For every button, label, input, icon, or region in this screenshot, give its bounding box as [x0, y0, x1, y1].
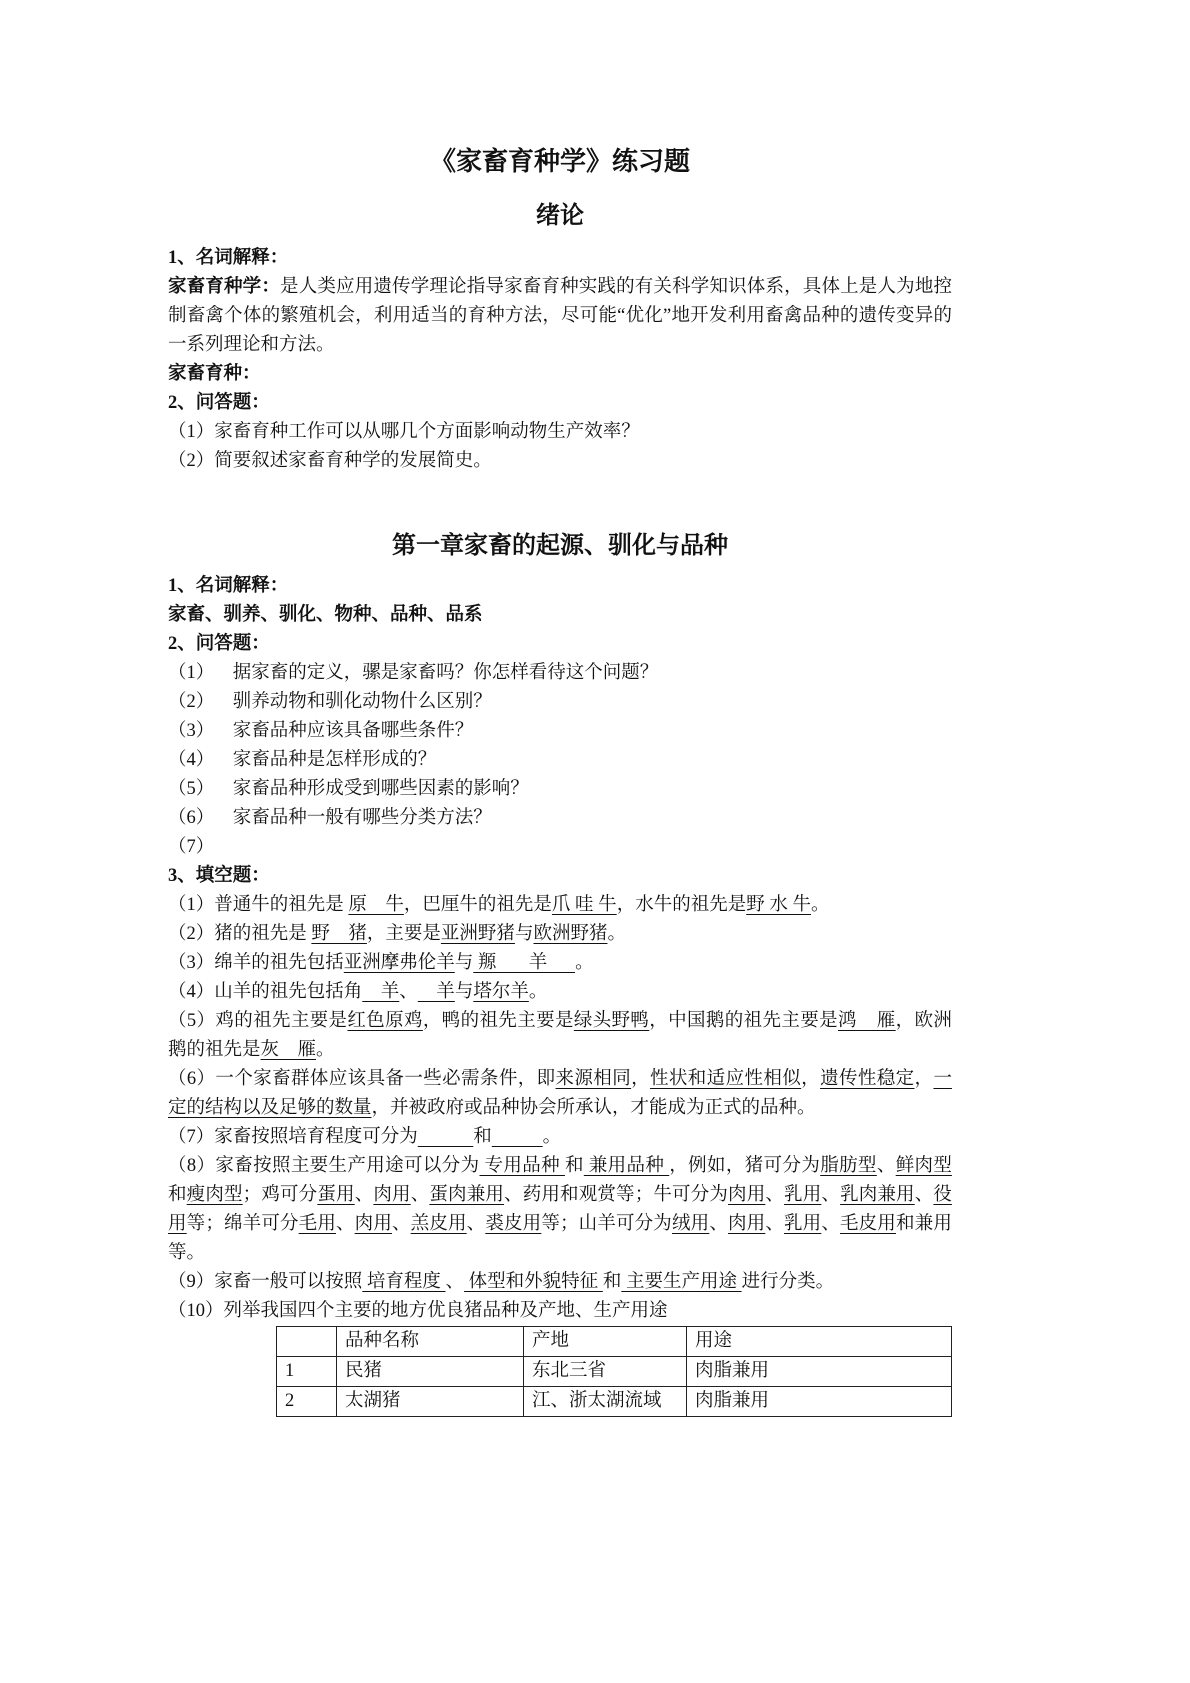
answer-blank: 蛋肉兼用 — [429, 1185, 505, 1205]
answer-blank: 主要生产用途 — [621, 1272, 742, 1292]
answer-blank: 羱 羊 — [473, 953, 576, 973]
answer-blank: 绿头野鸭 — [573, 1011, 650, 1031]
paragraph — [168, 273, 952, 360]
table-cell: 品种名称 — [337, 1327, 524, 1357]
answer-blank: 欧洲野猪 — [533, 924, 608, 944]
answer-blank: 红色原鸡 — [347, 1011, 423, 1031]
text-segment: 是人类应用遗传学理论指导家畜育种实践的有关科学知识体系，具体上是人为地控制畜禽个体的繁殖机会，利用适当的育种方法，尽可能“优化”地开发利用畜禽品种的遗传变异的一系列理论和方法。 — [168, 277, 952, 355]
paragraph — [168, 1152, 952, 1268]
answer-blank: 塔尔羊 — [473, 982, 529, 1002]
text-segment: （6） 家畜品种一般有哪些分类方法？ — [168, 808, 492, 828]
table-cell: 2 — [277, 1387, 337, 1417]
answer-blank: 肉用 — [727, 1214, 766, 1234]
paragraph — [168, 389, 952, 418]
text-segment: （4）山羊的祖先包括角 — [168, 982, 363, 1002]
document-title: 《家畜育种学》练习题 — [429, 147, 690, 176]
paragraph — [168, 746, 952, 775]
answer-blank: 肉用 — [728, 1185, 766, 1205]
text-segment: 与 — [454, 982, 474, 1002]
answer-blank: 鸿 雁 — [837, 1011, 896, 1031]
text-segment: 、药用和观赏等；牛可分为 — [504, 1185, 729, 1205]
text-segment: （7） — [168, 837, 215, 857]
text-segment: ，主要是 — [366, 924, 441, 944]
answer-blank: 来源相同 — [555, 1069, 632, 1089]
paragraph — [168, 572, 952, 601]
text-segment: 与 — [514, 924, 534, 944]
text-segment: （1）家畜育种工作可以从哪几个方面影响动物生产效率？ — [168, 422, 640, 442]
table-cell: 民猪 — [337, 1357, 524, 1387]
paragraph — [168, 717, 952, 746]
text-segment: 、 — [399, 982, 418, 1002]
table-cell: 肉脂兼用 — [687, 1387, 952, 1417]
answer-blank: 野 猪 — [311, 924, 367, 944]
answer-blank: 蛋用 — [317, 1185, 355, 1205]
text-segment: （5）鸡的祖先主要是 — [168, 1011, 348, 1031]
text-segment: 1、名词解释： — [168, 248, 289, 268]
text-segment: 、 — [765, 1214, 784, 1234]
answer-blank: 羊 — [362, 982, 400, 1002]
text-segment: ；鸡可分 — [242, 1185, 318, 1205]
answer-blank: 羊 — [417, 982, 455, 1002]
paragraph — [168, 688, 952, 717]
text-segment: 与 — [454, 953, 474, 973]
text-segment: 、 — [821, 1214, 840, 1234]
table-cell: 肉脂兼用 — [687, 1357, 952, 1387]
answer-blank: 乳肉兼用 — [840, 1185, 915, 1205]
text-segment: （10）列举我国四个主要的地方优良猪品种及产地、生产用途 — [168, 1301, 668, 1321]
text-segment: 和 — [602, 1272, 622, 1292]
text-segment: ， — [801, 1069, 821, 1089]
answer-blank: 性状和适应性相似 — [650, 1069, 802, 1089]
table-cell: 江、浙太湖流域 — [524, 1387, 687, 1417]
document-page — [168, 140, 952, 1417]
answer-blank: 原 牛 — [348, 895, 404, 915]
text-segment: 、 — [821, 1185, 841, 1205]
text-segment: 和 — [168, 1185, 187, 1205]
table-cell: 1 — [277, 1357, 337, 1387]
intro-section — [168, 244, 952, 476]
text-segment: （2）简要叙述家畜育种学的发展简史。 — [168, 451, 492, 471]
text-segment: 、 — [445, 1272, 465, 1292]
text-segment: 和兼用等。 — [168, 1214, 952, 1263]
text-segment: 。 — [607, 924, 626, 944]
text-segment: 。 — [575, 953, 594, 973]
text-segment: 2、问答题： — [168, 634, 270, 654]
text-segment: ，巴厘牛的祖先是 — [403, 895, 552, 915]
chapter1-section — [168, 572, 952, 1326]
text-segment: （3）绵羊的祖先包括 — [168, 953, 344, 973]
table-cell: 东北三省 — [524, 1357, 687, 1387]
text-segment: 。 — [542, 1127, 562, 1147]
answer-blank: 体型和外貌特征 — [464, 1272, 603, 1292]
text-segment: （7）家畜按照培育程度可分为 — [168, 1127, 418, 1147]
text-segment: 、 — [391, 1214, 411, 1234]
section-heading-intro: 绪论 — [536, 203, 584, 229]
text-segment: 、 — [466, 1214, 486, 1234]
answer-blank: 肉用 — [354, 1214, 392, 1234]
text-segment: 和 — [473, 1127, 492, 1147]
pig-breeds-table — [276, 1326, 952, 1417]
table-cell: 用途 — [687, 1327, 952, 1357]
answer-blank: 灰 雁 — [260, 1040, 317, 1060]
text-segment: 家畜育种： — [168, 364, 261, 384]
text-segment: 等；绵羊可分 — [186, 1214, 299, 1234]
text-segment: 家畜育种学： — [168, 277, 281, 297]
paragraph — [168, 418, 952, 447]
text-segment: ，中国鹅的祖先主要是 — [649, 1011, 838, 1031]
text-segment: 等；山羊可分为 — [541, 1214, 672, 1234]
text-segment: （1）普通牛的祖先是 — [168, 895, 349, 915]
answer-blank: 兼用品种 — [583, 1156, 670, 1176]
paragraph — [168, 244, 952, 273]
text-segment: ，水牛的祖先是 — [616, 895, 747, 915]
paragraph — [168, 1007, 952, 1065]
answer-blank: 裘皮用 — [485, 1214, 542, 1234]
paragraph — [168, 630, 952, 659]
text-segment: ，例如，猪可分为 — [669, 1156, 821, 1176]
text-segment: 。 — [810, 895, 830, 915]
paragraph — [168, 862, 952, 891]
text-segment: 和 — [564, 1156, 584, 1176]
text-segment: 、 — [914, 1185, 934, 1205]
text-segment: 进行分类。 — [741, 1272, 835, 1292]
answer-blank: 培育程度 — [362, 1272, 446, 1292]
text-segment: 、 — [765, 1185, 785, 1205]
paragraph — [168, 360, 952, 389]
text-segment: 。 — [316, 1040, 335, 1060]
table-cell — [277, 1327, 337, 1357]
text-segment: （4） 家畜品种是怎样形成的？ — [168, 750, 437, 770]
text-segment: （8）家畜按照主要生产用途可以分为 — [168, 1156, 480, 1176]
text-segment: 、 — [335, 1214, 355, 1234]
table-cell: 太湖猪 — [337, 1387, 524, 1417]
text-segment: 2、问答题： — [168, 393, 270, 413]
text-segment: （2） 驯养动物和驯化动物什么区别？ — [168, 692, 492, 712]
paragraph — [168, 601, 952, 630]
text-segment: 。 — [528, 982, 548, 1002]
table-row — [277, 1357, 952, 1387]
paragraph — [168, 891, 952, 920]
answer-blank: 役用 — [168, 1185, 952, 1234]
paragraph — [168, 920, 952, 949]
paragraph — [168, 978, 952, 1007]
answer-blank: 瘦肉型 — [186, 1185, 243, 1205]
answer-blank — [418, 1127, 474, 1147]
answer-blank: 毛皮用 — [839, 1214, 896, 1234]
answer-blank: 羔皮用 — [410, 1214, 467, 1234]
answer-blank: 毛用 — [298, 1214, 336, 1234]
text-segment: 3、填空题： — [168, 866, 270, 886]
answer-blank — [492, 1127, 543, 1147]
answer-blank: 亚洲野猪 — [440, 924, 515, 944]
text-segment: 1、名词解释： — [168, 576, 289, 596]
paragraph — [168, 1065, 952, 1123]
answer-blank: 爪 哇 牛 — [551, 895, 617, 915]
text-segment: 、 — [709, 1214, 728, 1234]
answer-blank: 乳用 — [783, 1214, 822, 1234]
table-header-row — [277, 1327, 952, 1357]
text-segment: ，欧洲鹅的祖先是 — [168, 1011, 952, 1060]
table-row — [277, 1387, 952, 1417]
text-segment: 、 — [410, 1185, 430, 1205]
table-cell: 产地 — [524, 1327, 687, 1357]
paragraph — [168, 659, 952, 688]
paragraph — [168, 833, 952, 862]
answer-blank: 绒用 — [671, 1214, 710, 1234]
text-segment: ，鸭的祖先主要是 — [422, 1011, 574, 1031]
text-segment: ， — [631, 1069, 650, 1089]
answer-blank: 乳用 — [784, 1185, 822, 1205]
paragraph — [168, 1123, 952, 1152]
answer-blank: 专用品种 — [479, 1156, 565, 1176]
chapter-heading: 第一章家畜的起源、驯化与品种 — [392, 533, 728, 559]
answer-blank: 鲜肉型 — [895, 1156, 952, 1176]
text-segment: ， — [914, 1069, 934, 1089]
paragraph — [168, 1297, 952, 1326]
answer-blank: 肉用 — [373, 1185, 411, 1205]
text-segment: （1） 据家畜的定义，骡是家畜吗？你怎样看待这个问题？ — [168, 663, 659, 683]
answer-blank: 遗传性稳定 — [820, 1069, 915, 1089]
paragraph — [168, 447, 952, 476]
text-segment: （6）一个家畜群体应该具备一些必需条件，即 — [168, 1069, 556, 1089]
answer-blank: 亚洲摩弗伦羊 — [343, 953, 455, 973]
text-segment: ，并被政府或品种协会所承认，才能成为正式的品种。 — [371, 1098, 816, 1118]
text-segment: （9）家畜一般可以按照 — [168, 1272, 363, 1292]
answer-blank: 脂肪型 — [820, 1156, 877, 1176]
text-segment: 、 — [876, 1156, 896, 1176]
paragraph — [168, 775, 952, 804]
paragraph — [168, 804, 952, 833]
answer-blank: 野 水 牛 — [746, 895, 811, 915]
answer-blank: 一定的结构以及足够的数量 — [168, 1069, 952, 1118]
text-segment: 、 — [354, 1185, 374, 1205]
text-segment: （2）猪的祖先是 — [168, 924, 312, 944]
text-segment: （3） 家畜品种应该具备哪些条件？ — [168, 721, 474, 741]
paragraph — [168, 949, 952, 978]
text-segment: 家畜、驯养、驯化、物种、品种、品系 — [168, 605, 483, 625]
text-segment: （5） 家畜品种形成受到哪些因素的影响？ — [168, 779, 529, 799]
paragraph — [168, 1268, 952, 1297]
